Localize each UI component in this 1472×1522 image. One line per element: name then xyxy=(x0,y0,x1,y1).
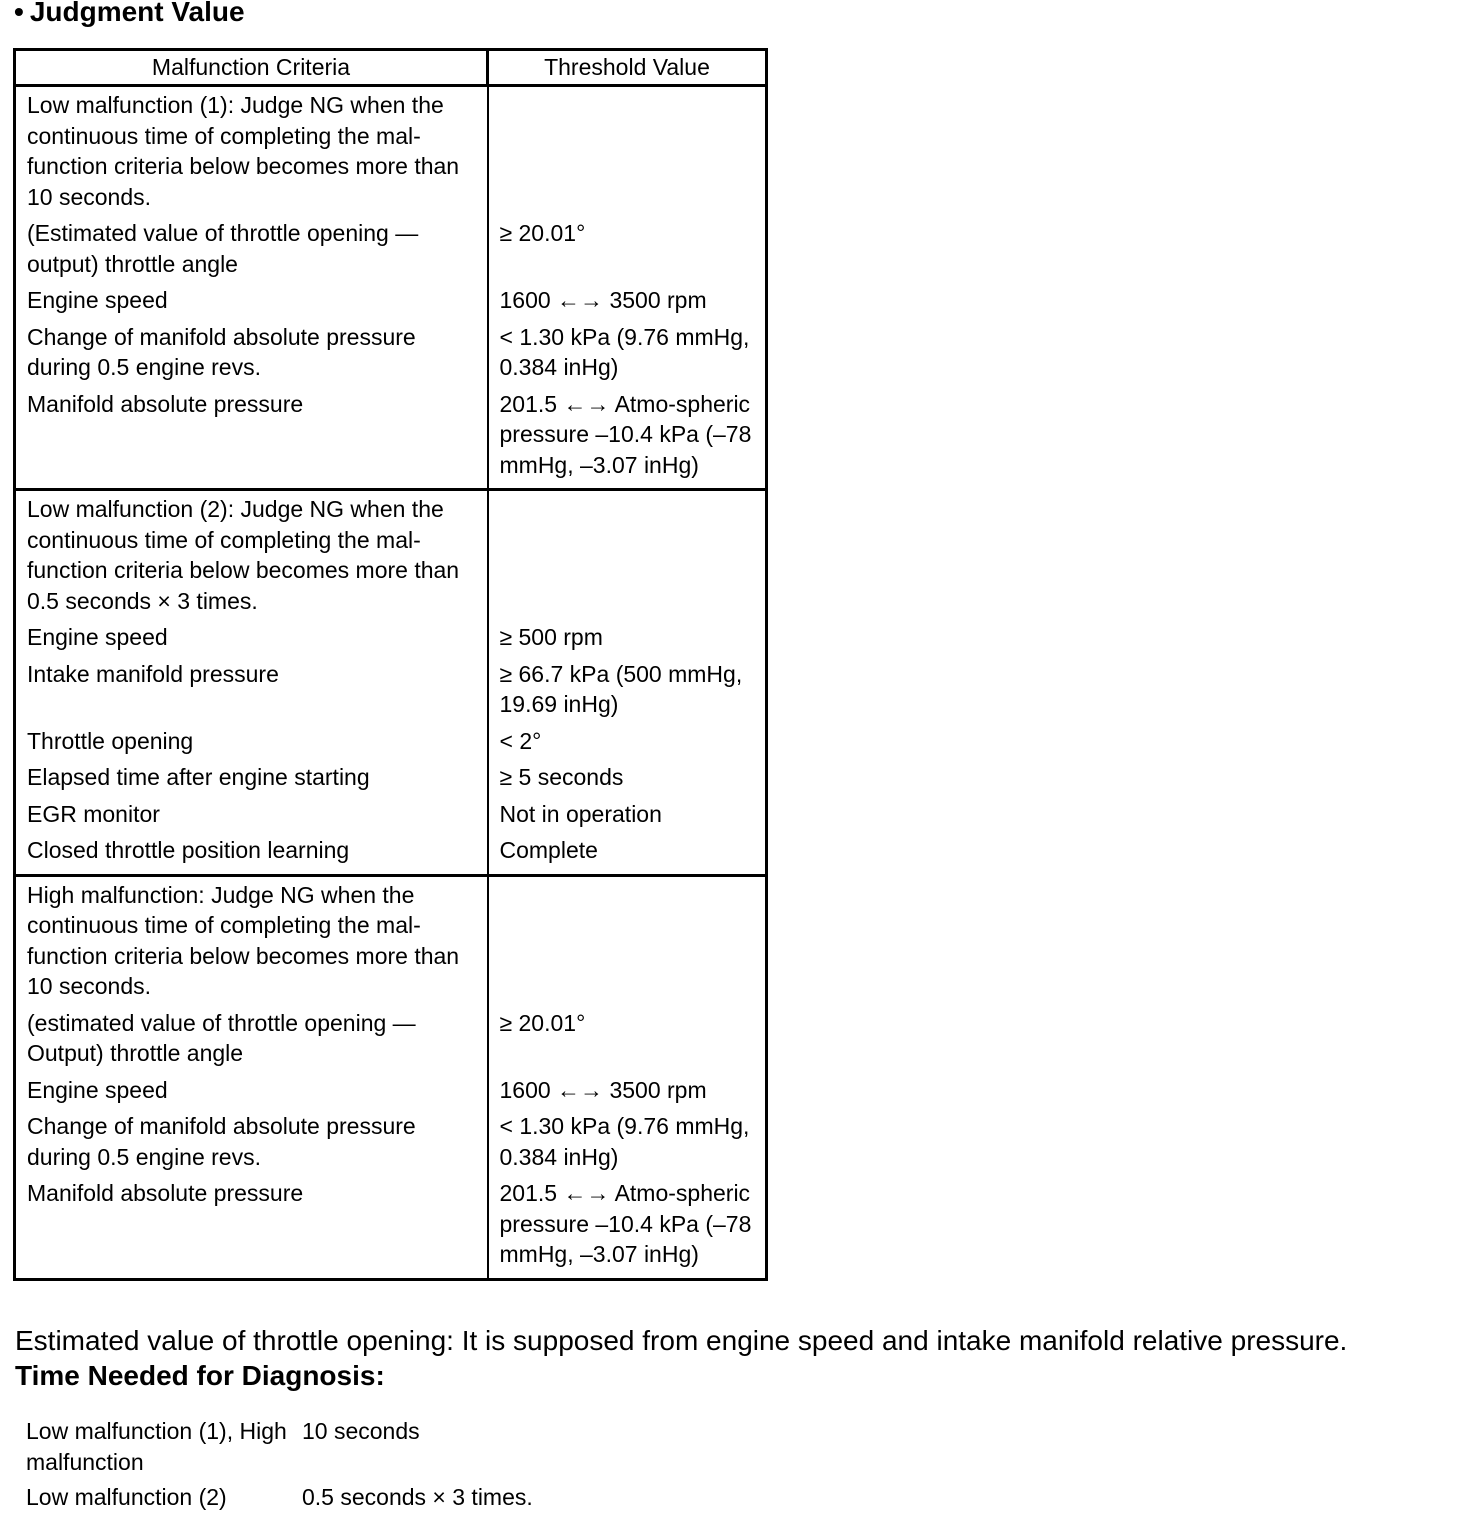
criteria-cell xyxy=(15,1111,488,1178)
table-row xyxy=(15,218,767,285)
criteria-text: Engine speed xyxy=(27,1076,168,1103)
criteria-cell xyxy=(15,659,488,726)
criteria-cell xyxy=(15,322,488,389)
section-intro-threshold-text xyxy=(489,87,766,96)
table-row xyxy=(15,285,767,322)
table-row xyxy=(15,799,767,836)
table-row xyxy=(15,389,767,490)
section-intro-cell xyxy=(15,490,488,623)
threshold-cell xyxy=(488,285,767,322)
threshold-text: Not in operation xyxy=(499,800,662,827)
criteria-cell xyxy=(15,835,488,875)
criteria-text: Manifold absolute pressure xyxy=(27,390,304,417)
criteria-cell xyxy=(15,726,488,763)
criteria-text: (estimated value of throttle opening — Output) throttle angle xyxy=(27,1009,416,1066)
time-value: 10 seconds xyxy=(302,1418,420,1444)
table-row xyxy=(15,1178,767,1279)
table-section-intro-row xyxy=(15,875,767,1008)
threshold-cell xyxy=(488,659,767,726)
threshold-cell xyxy=(488,389,767,490)
threshold-cell xyxy=(488,1111,767,1178)
threshold-cell xyxy=(488,1075,767,1112)
threshold-text: ≥ 20.01° xyxy=(499,220,586,246)
threshold-cell xyxy=(488,218,767,285)
criteria-text: EGR monitor xyxy=(27,800,160,827)
criteria-text: Intake manifold pressure xyxy=(27,660,279,687)
threshold-cell xyxy=(488,799,767,836)
time-condition: Low malfunction (2) xyxy=(26,1484,227,1510)
criteria-text: Throttle opening xyxy=(27,727,194,754)
column-header-criteria: Malfunction Criteria xyxy=(15,50,488,86)
section-title: Judgment Value xyxy=(29,0,245,27)
criteria-text: Closed throttle position learning xyxy=(27,837,350,863)
table-section-intro-row xyxy=(15,86,767,219)
criteria-cell xyxy=(15,1008,488,1075)
threshold-text: 201.5 ←→ Atmo-spheric pressure –10.4 kPa (–78 mmHg, –3.07 inHg) xyxy=(499,1180,752,1267)
threshold-cell xyxy=(488,322,767,389)
table-row xyxy=(15,726,767,763)
footnote: Estimated value of throttle opening: It is supposed from engine speed and intake manifold relative pressure. xyxy=(15,1325,1348,1356)
table-body xyxy=(15,86,767,1280)
criteria-cell xyxy=(15,622,488,659)
table-row xyxy=(15,1111,767,1178)
table-section-intro-row xyxy=(15,490,767,623)
criteria-cell xyxy=(15,285,488,322)
time-value: 0.5 seconds × 3 times. xyxy=(302,1484,533,1510)
table-row xyxy=(15,659,767,726)
table-row xyxy=(15,622,767,659)
table-header-row xyxy=(15,50,767,86)
section-intro-threshold-cell xyxy=(488,86,767,219)
section-intro-threshold-text xyxy=(489,877,766,886)
table-row xyxy=(15,835,767,875)
section-intro-cell xyxy=(15,875,488,1008)
criteria-text: Manifold absolute pressure xyxy=(27,1180,304,1206)
threshold-text: Complete xyxy=(499,837,598,863)
threshold-cell xyxy=(488,1178,767,1279)
criteria-cell xyxy=(15,1178,488,1279)
column-header-threshold: Threshold Value xyxy=(488,50,767,86)
criteria-cell xyxy=(15,799,488,836)
criteria-text: Engine speed xyxy=(27,287,168,313)
criteria-cell xyxy=(15,389,488,490)
time-needed-row xyxy=(26,1416,533,1477)
criteria-text: Change of manifold absolute pressure during 0.5 engine revs. xyxy=(27,1113,416,1170)
threshold-cell xyxy=(488,762,767,799)
section-intro-text: High malfunction: Judge NG when the continuous time of completing the mal-function criteria below becomes more than 10 seconds. xyxy=(27,881,460,999)
bullet-icon: • xyxy=(14,0,24,27)
criteria-text: (Estimated value of throttle opening — output) throttle angle xyxy=(27,220,419,277)
threshold-text: 1600 ←→ 3500 rpm xyxy=(499,287,707,313)
section-intro-text: Low malfunction (1): Judge NG when the continuous time of completing the mal-function criteria below becomes more than 10 seconds. xyxy=(27,92,460,210)
table-row xyxy=(15,1075,767,1112)
threshold-text: < 1.30 kPa (9.76 mmHg, 0.384 inHg) xyxy=(499,1113,750,1170)
threshold-cell xyxy=(488,1008,767,1075)
criteria-text: Elapsed time after engine starting xyxy=(27,764,370,790)
time-condition: Low malfunction (1), High malfunction xyxy=(26,1418,287,1475)
criteria-text: Change of manifold absolute pressure during 0.5 engine revs. xyxy=(27,323,416,380)
section-intro-threshold-cell xyxy=(488,875,767,1008)
threshold-text: 1600 ←→ 3500 rpm xyxy=(499,1076,707,1103)
time-needed-heading: Time Needed for Diagnosis: xyxy=(15,1360,385,1391)
threshold-text: 201.5 ←→ Atmo-spheric pressure –10.4 kPa (–78 mmHg, –3.07 inHg) xyxy=(499,390,752,478)
table-row xyxy=(15,1008,767,1075)
judgment-value-table xyxy=(13,48,768,1281)
threshold-text: < 2° xyxy=(499,727,542,754)
criteria-cell xyxy=(15,762,488,799)
threshold-text: < 1.30 kPa (9.76 mmHg, 0.384 inHg) xyxy=(499,323,750,380)
criteria-cell xyxy=(15,1075,488,1112)
time-needed-row xyxy=(26,1482,533,1513)
threshold-cell xyxy=(488,726,767,763)
section-intro-threshold-text xyxy=(489,491,766,500)
threshold-text: ≥ 20.01° xyxy=(499,1009,586,1036)
section-intro-text: Low malfunction (2): Judge NG when the continuous time of completing the mal-function criteria below becomes more than 0.5 seconds × 3 times. xyxy=(27,496,460,614)
threshold-cell xyxy=(488,835,767,875)
table-row xyxy=(15,322,767,389)
threshold-text: ≥ 5 seconds xyxy=(499,764,624,790)
table-row xyxy=(15,762,767,799)
section-intro-threshold-cell xyxy=(488,490,767,623)
section-heading xyxy=(14,0,245,28)
time-needed-list xyxy=(26,1416,533,1518)
threshold-cell xyxy=(488,622,767,659)
criteria-text: Engine speed xyxy=(27,624,168,650)
threshold-text: ≥ 500 rpm xyxy=(499,624,603,650)
section-intro-cell xyxy=(15,86,488,219)
threshold-text: ≥ 66.7 kPa (500 mmHg, 19.69 inHg) xyxy=(499,660,743,717)
criteria-cell xyxy=(15,218,488,285)
